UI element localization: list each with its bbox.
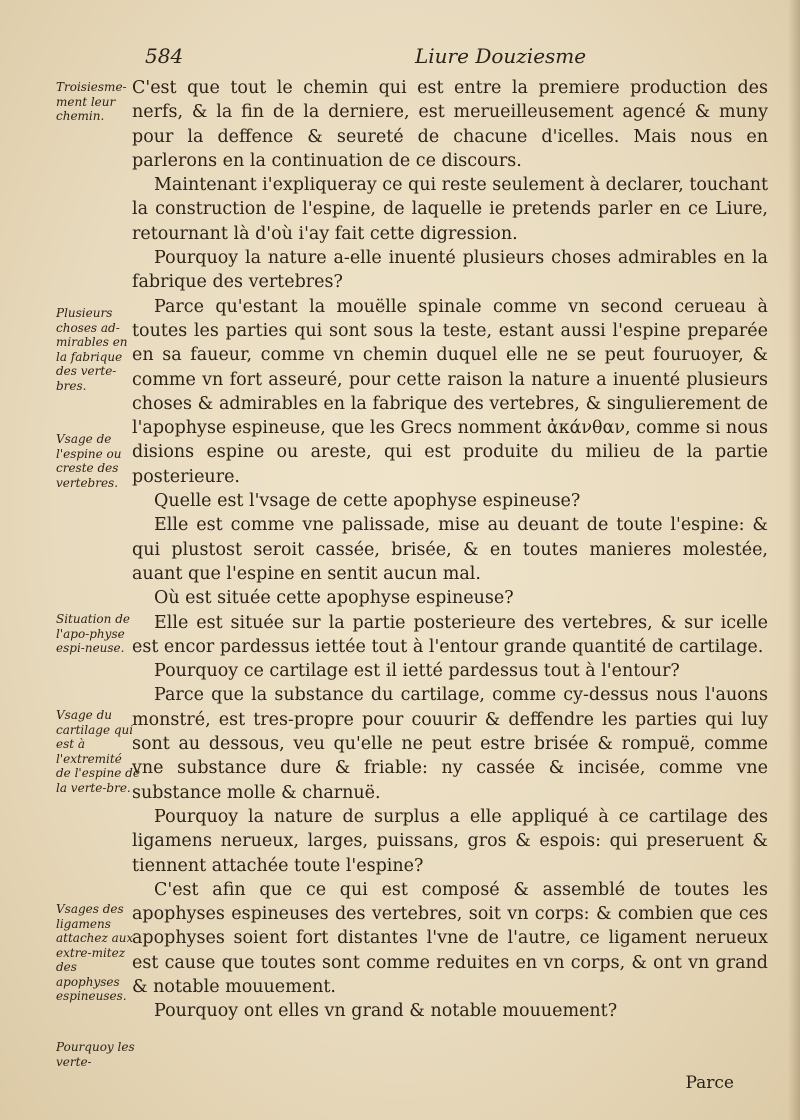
answer: C'est afin que ce qui est composé & assemblé de toutes les apophyses espineuses des vertebres, soit vn corps: & combien que ces apophyses soient fort distantes l'vne de l'autre, ce ligament nerueux est cause que toutes sont comme reduites en vn corps, & ont vn grand & notable mouuement. (132, 879, 768, 997)
paragraph: C'est que tout le chemin qui est entre la premiere production des nerfs, & la fin de la derniere, est merueilleusement agencé & muny pour la deffence & seureté de chacune d'icelles. Mais nous en parlerons en la continuation de ce discours. (132, 78, 768, 171)
margin-note: Vsage de l'espine ou creste des vertebres. (56, 432, 122, 490)
answer: Parce que la substance du cartilage, comme cy-dessus nous l'auons monstré, est tres-propre pour couurir & deffendre les parties qui luy sont au dessous, veu qu'elle ne peut estre brisée & rompuë, comme vne substance dure & friable: ny cassée & incisée, comme vne substance molle & charnuë. (132, 685, 768, 803)
question: Où est située cette apophyse espineuse? (154, 588, 514, 609)
paragraph: Maintenant i'expliqueray ce qui reste seulement à declarer, touchant la construction de l'espine, de laquelle ie pretends parler en ce Liure, retournant là d'où i'ay fait cette digression. (132, 175, 768, 244)
margin-note: Plusieurs choses ad-mirables en la fabrique des verte-bres. (56, 306, 128, 393)
page-header (145, 44, 605, 74)
margin-note: Troisiesme-ment leur chemin. (56, 80, 127, 123)
answer: Elle est comme vne palissade, mise au deuant de toute l'espine: & qui plustost seroit cassée, brisée, & en toutes manieres molestée, auant que l'espine en sentit aucun mal. (132, 515, 768, 584)
body-text (132, 76, 768, 1024)
question: Pourquoy la nature de surplus a elle appliqué à ce cartilage des ligamens nerueux, larges, puissans, gros & espois: qui preseruent & tiennent attachée toute l'espine? (132, 806, 768, 876)
margin-note: Vsages des ligamens attachez aux extre-mitez des apophyses espineuses. (56, 902, 134, 1003)
question: Pourquoy ce cartilage est il ietté pardessus tout à l'entour? (154, 661, 680, 682)
answer: Parce qu'estant la mouëlle spinale comme vn second cerueau à toutes les parties qui sont sous la teste, estant aussi l'espine preparée en sa faueur, comme vn chemin duquel elle ne se peut fouruoyer, & comme vn fort asseuré, pour cette raison la nature a inuenté plusieurs choses & admirables en la fabrique des vertebres, & singulierement de l'apophyse espineuse, que les Grecs nomment ἀκάνθαν, comme si nous disions espine ou areste, qui est produite du milieu de la partie posterieure. (132, 296, 768, 487)
margin-note: Vsage du cartilage qui est à l'extremité de l'espine de la verte-bre. (56, 708, 140, 795)
question: Pourquoy la nature a-elle inuenté plusieurs choses admirables en la fabrique des vertebres? (132, 248, 768, 293)
page-number: 584 (145, 44, 184, 68)
margin-note: Situation de l'apo-physe espi-neuse. (56, 612, 130, 655)
page-edge-shadow (788, 0, 800, 1120)
question: Pourquoy ont elles vn grand & notable mouuement? (154, 1001, 618, 1022)
running-head: Liure Douziesme (415, 44, 587, 68)
answer: Elle est située sur la partie posterieure des vertebres, & sur icelle est encor pardessus iettée tout à l'entour grande quantité de cartilage. (132, 612, 768, 657)
catchword: Parce (685, 1073, 734, 1093)
question: Quelle est l'vsage de cette apophyse espineuse? (154, 491, 581, 512)
margin-note: Pourquoy les verte- (56, 1040, 135, 1069)
